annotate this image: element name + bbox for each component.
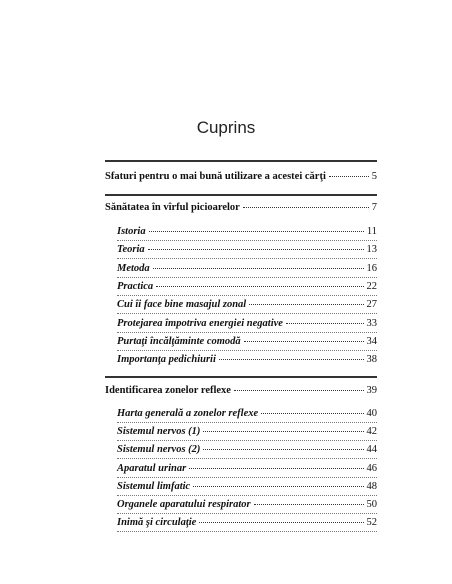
toc-entry-page: 11 xyxy=(366,226,377,237)
leader-dots xyxy=(243,207,369,208)
toc-entry-label: Aparatul urinar xyxy=(117,463,187,474)
toc-entry-page: 5 xyxy=(371,171,377,182)
leader-dots xyxy=(149,231,364,232)
toc-entry-page: 46 xyxy=(366,463,377,474)
separator-rule xyxy=(117,332,377,333)
separator-rule xyxy=(117,350,377,351)
leader-dots xyxy=(329,176,369,177)
toc-entry-label: Harta generală a zonelor reflexe xyxy=(117,408,259,419)
toc-entry xyxy=(117,299,377,311)
toc-entry-page: 40 xyxy=(366,408,377,419)
leader-dots xyxy=(203,431,363,432)
toc-entry-page: 16 xyxy=(366,263,377,274)
toc-entry-label: Cui îi face bine masajul zonal xyxy=(117,299,247,310)
separator-rule xyxy=(117,258,377,259)
toc-entry-page: 27 xyxy=(366,299,377,310)
toc-entry-page: 33 xyxy=(366,318,377,329)
leader-dots xyxy=(261,413,363,414)
toc-entry-page: 39 xyxy=(366,385,377,396)
toc-entry-page: 52 xyxy=(366,517,377,528)
toc-entry-label: Sănătatea în vîrful picioarelor xyxy=(105,202,240,213)
separator-rule xyxy=(117,422,377,423)
leader-dots xyxy=(156,286,363,287)
toc-entry xyxy=(105,202,377,214)
toc-entry xyxy=(105,385,377,397)
toc-entry xyxy=(117,444,377,456)
toc-entry xyxy=(117,336,377,348)
separator-rule xyxy=(105,160,377,162)
separator-rule xyxy=(117,277,377,278)
toc-entry-page: 22 xyxy=(366,281,377,292)
page-title: Cuprins xyxy=(196,118,256,137)
toc-entry xyxy=(117,463,377,475)
toc-entry-label: Metoda xyxy=(117,263,150,274)
toc-entry xyxy=(117,318,377,330)
toc-entry xyxy=(117,426,377,438)
leader-dots xyxy=(219,359,364,360)
separator-rule xyxy=(105,376,377,378)
leader-dots xyxy=(254,504,364,505)
toc-entry-label: Sfaturi pentru o mai bună utilizare a acestei cărţi xyxy=(105,171,326,182)
toc-entry-label: Purtaţi încălţăminte comodă xyxy=(117,336,241,347)
toc-entry xyxy=(117,354,377,366)
separator-rule xyxy=(117,295,377,296)
leader-dots xyxy=(249,304,363,305)
toc-entry-label: Sistemul nervos (2) xyxy=(117,444,201,455)
leader-dots xyxy=(148,249,364,250)
toc-entry-label: Inimă şi circulaţie xyxy=(117,517,197,528)
separator-rule xyxy=(117,240,377,241)
leader-dots xyxy=(234,390,364,391)
toc-entry xyxy=(117,481,377,493)
leader-dots xyxy=(189,468,363,469)
toc-entry-label: Sistemul limfatic xyxy=(117,481,191,492)
toc-entry-page: 34 xyxy=(366,336,377,347)
toc-entry-page: 48 xyxy=(366,481,377,492)
toc-entry-page: 38 xyxy=(366,354,377,365)
toc-entry-page: 42 xyxy=(366,426,377,437)
toc-entry xyxy=(117,263,377,275)
toc-entry xyxy=(117,517,377,529)
separator-rule xyxy=(117,495,377,496)
separator-rule xyxy=(117,477,377,478)
leader-dots xyxy=(286,323,364,324)
toc-entry xyxy=(105,171,377,183)
separator-rule xyxy=(117,513,377,514)
toc-entry-page: 50 xyxy=(366,499,377,510)
toc-entry-page: 44 xyxy=(366,444,377,455)
toc-entry-page: 13 xyxy=(366,244,377,255)
toc-entry-page: 7 xyxy=(371,202,377,213)
toc-entry-label: Teoria xyxy=(117,244,145,255)
toc-entry xyxy=(117,408,377,420)
separator-rule xyxy=(117,531,377,532)
leader-dots xyxy=(244,341,364,342)
toc-entry-label: Istoria xyxy=(117,226,146,237)
leader-dots xyxy=(153,268,364,269)
leader-dots xyxy=(203,449,363,450)
toc-entry-label: Protejarea împotriva energiei negative xyxy=(117,318,283,329)
separator-rule xyxy=(117,313,377,314)
toc-entry xyxy=(117,281,377,293)
separator-rule xyxy=(105,194,377,196)
leader-dots xyxy=(199,522,363,523)
toc-entry xyxy=(117,226,377,238)
toc-entry xyxy=(117,244,377,256)
toc-entry-label: Practica xyxy=(117,281,154,292)
separator-rule xyxy=(117,458,377,459)
toc-entry-label: Organele aparatului respirator xyxy=(117,499,251,510)
toc-entry-label: Importanţa pedichiurii xyxy=(117,354,216,365)
toc-entry xyxy=(117,499,377,511)
leader-dots xyxy=(193,486,363,487)
toc-entry-label: Identificarea zonelor reflexe xyxy=(105,385,231,396)
toc-entry-label: Sistemul nervos (1) xyxy=(117,426,201,437)
separator-rule xyxy=(117,440,377,441)
